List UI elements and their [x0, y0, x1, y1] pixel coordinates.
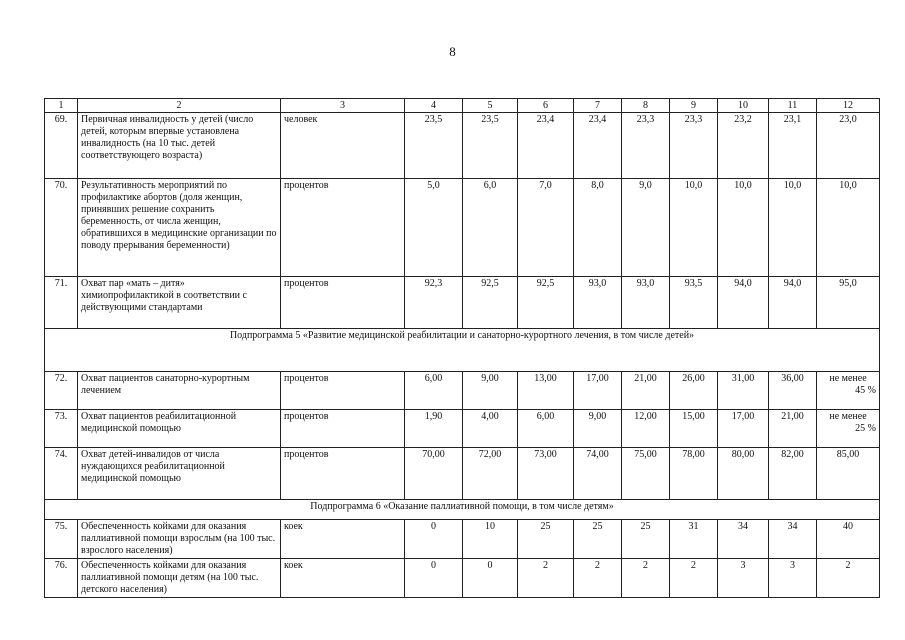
- indicator-value: 17,00: [574, 372, 622, 410]
- indicator-value: 74,00: [574, 448, 622, 500]
- row-number: 71.: [45, 277, 78, 329]
- indicator-value: 3: [769, 559, 817, 598]
- indicator-value: 10,0: [670, 179, 718, 277]
- indicator-value: 93,0: [574, 277, 622, 329]
- target-value-line: не менее: [829, 373, 867, 384]
- indicator-name: Охват пациентов реабилитационной медицинской помощью: [78, 410, 281, 448]
- indicator-value: 6,00: [405, 372, 463, 410]
- indicator-value: 21,00: [769, 410, 817, 448]
- indicator-value: 0: [405, 559, 463, 598]
- table-row: [45, 277, 880, 329]
- column-header-6: 6: [518, 99, 574, 113]
- target-value-line: 25 %: [855, 423, 876, 434]
- indicator-value: 23,3: [670, 113, 718, 179]
- indicator-name: Обеспеченность койками для оказания паллиативной помощи взрослым (на 100 тыс. взрослого населения): [78, 520, 281, 559]
- table-row: [45, 113, 880, 179]
- target-value-line: 45 %: [855, 385, 876, 396]
- indicator-value: 12,00: [622, 410, 670, 448]
- unit-of-measure: процентов: [281, 372, 405, 410]
- indicator-value: 9,00: [463, 372, 518, 410]
- indicator-value: 85,00: [817, 448, 880, 500]
- indicator-value: 93,5: [670, 277, 718, 329]
- indicator-value: 2: [670, 559, 718, 598]
- indicator-value: 5,0: [405, 179, 463, 277]
- indicators-table: [44, 98, 880, 598]
- indicator-value: 94,0: [718, 277, 769, 329]
- indicator-value: 7,0: [518, 179, 574, 277]
- indicator-value: 78,00: [670, 448, 718, 500]
- indicator-value: 8,0: [574, 179, 622, 277]
- indicator-name: Охват детей-инвалидов от числа нуждающихся реабилитационной медицинской помощью: [78, 448, 281, 500]
- indicator-value: 15,00: [670, 410, 718, 448]
- indicator-value: 23,5: [463, 113, 518, 179]
- indicator-value: 23,2: [718, 113, 769, 179]
- indicator-value: 36,00: [769, 372, 817, 410]
- indicator-value: 23,0: [817, 113, 880, 179]
- unit-of-measure: процентов: [281, 277, 405, 329]
- indicator-value: 23,4: [518, 113, 574, 179]
- indicator-value: 2: [574, 559, 622, 598]
- unit-of-measure: процентов: [281, 410, 405, 448]
- indicator-value: 1,90: [405, 410, 463, 448]
- indicator-value: 92,3: [405, 277, 463, 329]
- unit-of-measure: коек: [281, 559, 405, 598]
- indicator-value: 17,00: [718, 410, 769, 448]
- target-value-line: не менее: [829, 411, 867, 422]
- indicator-value: 10: [463, 520, 518, 559]
- indicator-value: 10,0: [718, 179, 769, 277]
- row-number: 76.: [45, 559, 78, 598]
- subprogram-title: Подпрограмма 5 «Развитие медицинской реабилитации и санаторно-курортного лечения, в том числе детей»: [45, 329, 880, 372]
- table-row: [45, 520, 880, 559]
- indicator-value: 93,0: [622, 277, 670, 329]
- indicator-value: 10,0: [769, 179, 817, 277]
- unit-of-measure: коек: [281, 520, 405, 559]
- indicator-name: Первичная инвалидность у детей (число детей, которым впервые установлена инвалидность (на 10 тыс. детей соответствующего возраста): [78, 113, 281, 179]
- indicator-name: Охват пациентов санаторно-курортным лечением: [78, 372, 281, 410]
- indicator-value: 2: [622, 559, 670, 598]
- row-number: 70.: [45, 179, 78, 277]
- indicator-value: 40: [817, 520, 880, 559]
- indicator-value: 9,00: [574, 410, 622, 448]
- unit-of-measure: процентов: [281, 448, 405, 500]
- indicator-value: 23,3: [622, 113, 670, 179]
- indicator-value: 31,00: [718, 372, 769, 410]
- indicator-value: 9,0: [622, 179, 670, 277]
- indicator-value: 94,0: [769, 277, 817, 329]
- row-number: 75.: [45, 520, 78, 559]
- indicator-value: 75,00: [622, 448, 670, 500]
- indicator-value: 25: [622, 520, 670, 559]
- indicator-value: 10,0: [817, 179, 880, 277]
- indicator-value: 82,00: [769, 448, 817, 500]
- page-number: 8: [449, 44, 456, 59]
- indicator-value: 34: [718, 520, 769, 559]
- column-header-4: 4: [405, 99, 463, 113]
- column-header-3: 3: [281, 99, 405, 113]
- table-row: [45, 179, 880, 277]
- row-number: 69.: [45, 113, 78, 179]
- indicator-value: 25: [518, 520, 574, 559]
- row-number: 72.: [45, 372, 78, 410]
- indicator-value: 6,00: [518, 410, 574, 448]
- column-header-8: 8: [622, 99, 670, 113]
- column-header-2: 2: [78, 99, 281, 113]
- column-header-9: 9: [670, 99, 718, 113]
- indicator-name: Результативность мероприятий по профилактике абортов (доля женщин, принявших решение сохранить беременность, от числа женщин, обратившихся в медицинские организации по поводу прерывания беременности): [78, 179, 281, 277]
- indicator-value: 80,00: [718, 448, 769, 500]
- indicator-value: 2: [817, 559, 880, 598]
- unit-of-measure: процентов: [281, 179, 405, 277]
- indicator-value: 2: [518, 559, 574, 598]
- indicator-name: Охват пар «мать – дитя» химиопрофилактикой в соответствии с действующими стандартами: [78, 277, 281, 329]
- indicator-value: 23,4: [574, 113, 622, 179]
- row-number: 74.: [45, 448, 78, 500]
- indicator-value: 73,00: [518, 448, 574, 500]
- subprogram-title: Подпрограмма 6 «Оказание паллиативной помощи, в том числе детям»: [45, 500, 880, 520]
- column-header-1: 1: [45, 99, 78, 113]
- indicator-value: 0: [463, 559, 518, 598]
- indicator-value: 31: [670, 520, 718, 559]
- column-number-header-row: [45, 99, 880, 113]
- indicator-name: Обеспеченность койками для оказания паллиативной помощи детям (на 100 тыс. детского населения): [78, 559, 281, 598]
- indicator-value: 95,0: [817, 277, 880, 329]
- indicator-target-value: [817, 372, 880, 410]
- indicator-value: 4,00: [463, 410, 518, 448]
- indicator-value: 92,5: [463, 277, 518, 329]
- table-row: [45, 410, 880, 448]
- indicator-value: 25: [574, 520, 622, 559]
- column-header-11: 11: [769, 99, 817, 113]
- column-header-10: 10: [718, 99, 769, 113]
- indicator-target-value: [817, 410, 880, 448]
- subprogram-row: [45, 329, 880, 372]
- column-header-7: 7: [574, 99, 622, 113]
- indicator-value: 70,00: [405, 448, 463, 500]
- indicator-value: 92,5: [518, 277, 574, 329]
- indicator-value: 0: [405, 520, 463, 559]
- indicator-value: 23,5: [405, 113, 463, 179]
- column-header-5: 5: [463, 99, 518, 113]
- table-row: [45, 372, 880, 410]
- indicator-value: 34: [769, 520, 817, 559]
- indicator-value: 23,1: [769, 113, 817, 179]
- indicator-value: 13,00: [518, 372, 574, 410]
- indicator-value: 26,00: [670, 372, 718, 410]
- column-header-12: 12: [817, 99, 880, 113]
- row-number: 73.: [45, 410, 78, 448]
- indicator-value: 72,00: [463, 448, 518, 500]
- table-row: [45, 448, 880, 500]
- indicator-value: 21,00: [622, 372, 670, 410]
- table-row: [45, 559, 880, 598]
- indicator-value: 3: [718, 559, 769, 598]
- subprogram-row: [45, 500, 880, 520]
- indicator-value: 6,0: [463, 179, 518, 277]
- unit-of-measure: человек: [281, 113, 405, 179]
